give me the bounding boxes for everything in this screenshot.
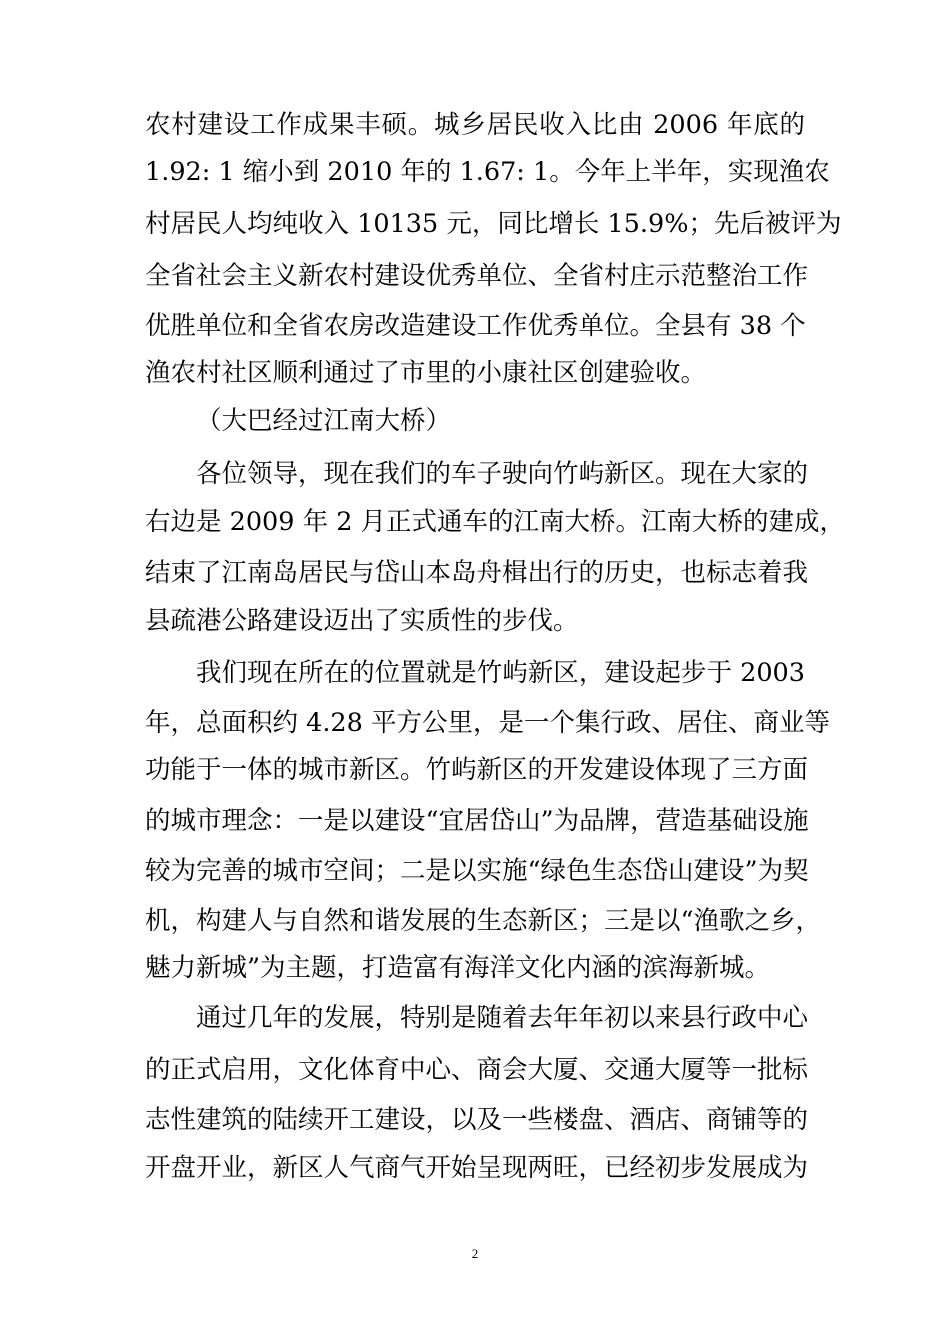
- text-line-20: 的正式启用，文化体育中心、商会大厦、交通大厦等一批标: [145, 1055, 809, 1085]
- text-line-12: 我们现在所在的位置就是竹屿新区，建设起步于 2003: [196, 658, 805, 688]
- text-line-21: 志性建筑的陆续开工建设，以及一些楼盘、酒店、商铺等的: [145, 1105, 809, 1135]
- text-line-8: 各位领导，现在我们的车子驶向竹屿新区。现在大家的: [196, 459, 809, 489]
- page-number: 2: [471, 1246, 479, 1261]
- text-line-15: 的城市理念：一是以建设“宜居岱山”为品牌，营造基础设施: [145, 806, 809, 836]
- text-line-6: 渔农村社区顺利通过了市里的小康社区创建验收。: [145, 358, 707, 388]
- text-line-13: 年，总面积约 4.28 平方公里，是一个集行政、居住、商业等: [145, 708, 830, 738]
- text-line-18: 魅力新城”为主题，打造富有海洋文化内涵的滨海新城。: [145, 953, 771, 983]
- text-line-1: 农村建设工作成果丰硕。城乡居民收入比由 2006 年底的: [145, 110, 805, 140]
- text-line-19: 通过几年的发展，特别是随着去年年初以来县行政中心: [196, 1003, 809, 1033]
- text-line-3: 村居民人均纯收入 10135 元，同比增长 15.9%；先后被评为: [145, 209, 842, 239]
- text-line-22: 开盘开业，新区人气商气开始呈现两旺，已经初步发展成为: [145, 1153, 809, 1183]
- text-line-11: 县疏港公路建设迈出了实质性的步伐。: [145, 606, 579, 636]
- text-line-9: 右边是 2009 年 2 月正式通车的江南大桥。江南大桥的建成，: [145, 507, 846, 537]
- text-line-10: 结束了江南岛居民与岱山本岛舟楫出行的历史，也标志着我: [145, 558, 809, 588]
- text-line-2: 1.92: 1 缩小到 2010 年的 1.67: 1。今年上半年，实现渔农: [145, 157, 830, 187]
- text-line-16: 较为完善的城市空间；二是以实施“绿色生态岱山建设”为契: [145, 856, 809, 886]
- stage-direction: （大巴经过江南大桥）: [196, 406, 452, 436]
- text-line-4: 全省社会主义新农村建设优秀单位、全省村庄示范整治工作: [145, 261, 809, 291]
- text-line-17: 机，构建人与自然和谐发展的生态新区；三是以“渔歌之乡，: [145, 906, 822, 936]
- text-line-14: 功能于一体的城市新区。竹屿新区的开发建设体现了三方面: [145, 755, 809, 785]
- text-line-5: 优胜单位和全省农房改造建设工作优秀单位。全县有 38 个: [145, 311, 806, 341]
